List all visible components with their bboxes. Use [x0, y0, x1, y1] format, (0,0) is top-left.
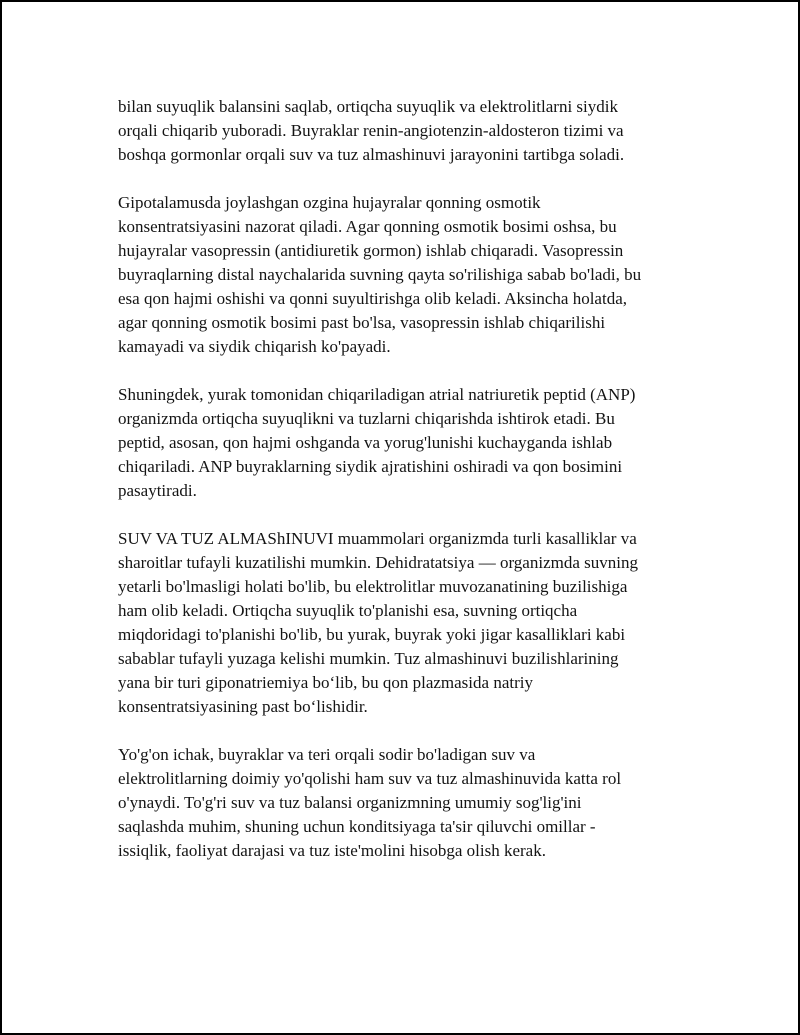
paragraph-hypothalamus — [118, 191, 758, 359]
text-line: miqdoridagi to'planishi bo'lib, bu yurak, buyrak yoki jigar kasalliklari kabi — [118, 625, 626, 644]
text-line: boshqa gormonlar orqali suv va tuz almashinuvi jarayonini tartibga soladi. — [118, 145, 625, 164]
text-line: yetarli bo'lmasligi holati bo'lib, bu elektrolitlar muvozanatining buzilishiga — [118, 577, 628, 596]
text-line: kamayadi va siydik chiqarish ko'payadi. — [118, 337, 391, 356]
text-line: sharoitlar tufayli kuzatilishi mumkin. Dehidratatsiya — organizmda suvning — [118, 553, 638, 572]
document-body — [118, 95, 758, 887]
text-line: pasaytiradi. — [118, 481, 197, 500]
text-line: Shuningdek, yurak tomonidan chiqariladigan atrial natriuretik peptid (ANP) — [118, 385, 636, 404]
paragraph-disorders — [118, 527, 758, 719]
text-line: saqlashda muhim, shuning uchun konditsiyaga ta'sir qiluvchi omillar - — [118, 817, 596, 836]
text-line: o'ynaydi. To'g'ri suv va tuz balansi organizmning umumiy sog'lig'ini — [118, 793, 582, 812]
text-line: hujayralar vasopressin (antidiuretik gormon) ishlab chiqaradi. Vasopressin — [118, 241, 624, 260]
text-line: buyraqlarning distal naychalarida suvning qayta so'rilishiga sabab bo'ladi, bu — [118, 265, 642, 284]
text-line: konsentratsiyasining past bo‘lishidir. — [118, 697, 368, 716]
text-line: Gipotalamusda joylashgan ozgina hujayralar qonning osmotik — [118, 193, 541, 212]
text-line: elektrolitlarning doimiy yo'qolishi ham suv va tuz almashinuvida katta rol — [118, 769, 622, 788]
text-line: orqali chiqarib yuboradi. Buyraklar renin-angiotenzin-aldosteron tizimi va — [118, 121, 624, 140]
text-line: issiqlik, faoliyat darajasi va tuz iste'molini hisobga olish kerak. — [118, 841, 546, 860]
text-line: peptid, asosan, qon hajmi oshganda va yorug'lunishi kuchayganda ishlab — [118, 433, 613, 452]
text-line: Yo'g'on ichak, buyraklar va teri orqali sodir bo'ladigan suv va — [118, 745, 536, 764]
text-line: chiqariladi. ANP buyraklarning siydik ajratishini oshiradi va qon bosimini — [118, 457, 623, 476]
paragraph-anp — [118, 383, 758, 503]
text-line: organizmda ortiqcha suyuqlikni va tuzlarni chiqarishda ishtirok etadi. Bu — [118, 409, 615, 428]
text-line: konsentratsiyasini nazorat qiladi. Agar qonning osmotik bosimi oshsa, bu — [118, 217, 617, 236]
text-line: ham olib keladi. Ortiqcha suyuqlik to'planishi esa, suvning ortiqcha — [118, 601, 578, 620]
paragraph-water-balance — [118, 95, 758, 167]
text-line: bilan suyuqlik balansini saqlab, ortiqcha suyuqlik va elektrolitlarni siydik — [118, 97, 618, 116]
text-line: yana bir turi giponatriemiya bo‘lib, bu qon plazmasida natriy — [118, 673, 533, 692]
text-line: SUV VA TUZ ALMAShINUVI muammolari organizmda turli kasalliklar va — [118, 529, 637, 548]
text-line: sabablar tufayli yuzaga kelishi mumkin. Tuz almashinuvi buzilishlarining — [118, 649, 619, 668]
text-line: esa qon hajmi oshishi va qonni suyultirishga olib keladi. Aksincha holatda, — [118, 289, 627, 308]
text-line: agar qonning osmotik bosimi past bo'lsa, vasopressin ishlab chiqarilishi — [118, 313, 606, 332]
paragraph-losses — [118, 743, 758, 863]
